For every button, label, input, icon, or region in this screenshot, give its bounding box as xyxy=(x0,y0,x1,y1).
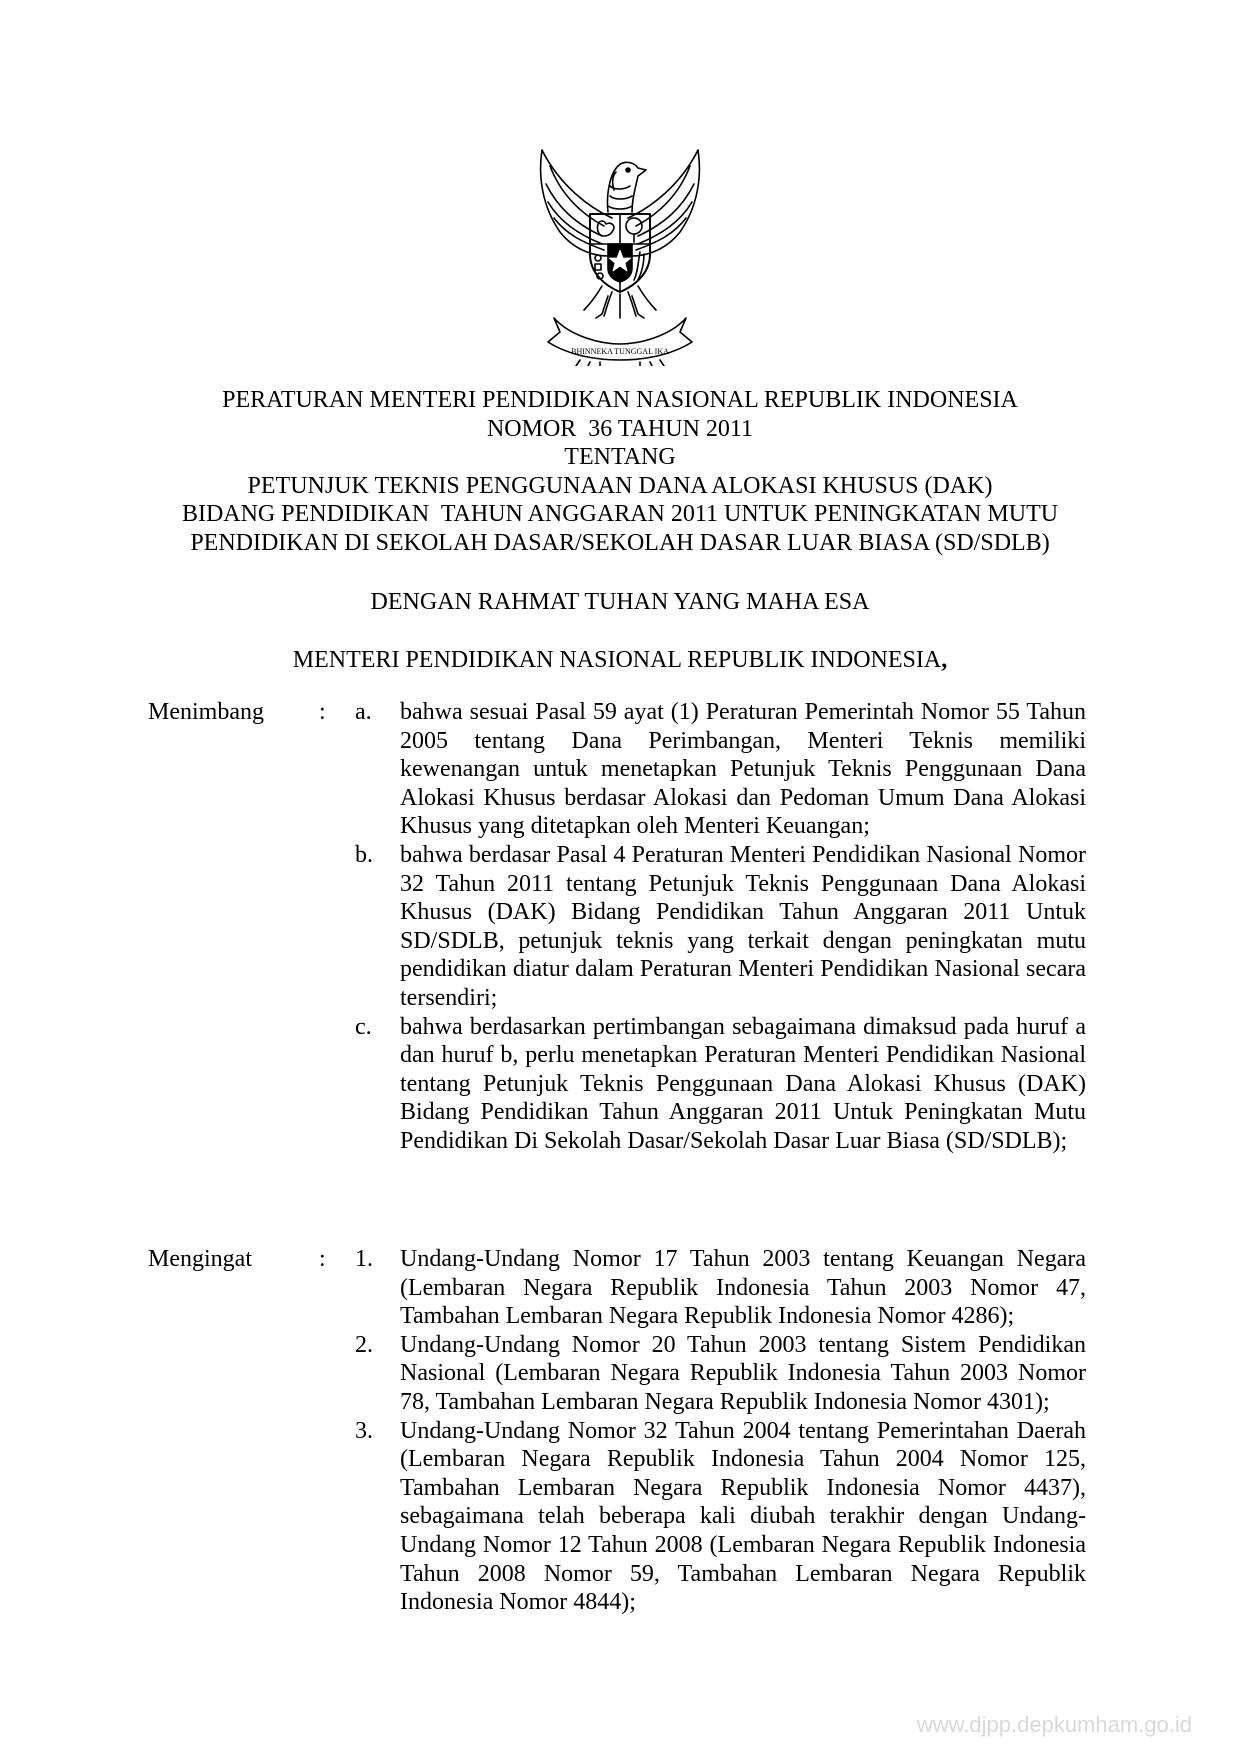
item-text: Undang-Undang Nomor 17 Tahun 2003 tentang Keuangan Negara (Lembaran Negara Republik Indonesia Tahun 2003 Nomor 47, Tambahan Lembaran Negara Republik Indonesia Nomor 4286); xyxy=(400,1246,1086,1330)
list-item xyxy=(355,1417,1086,1617)
list-item xyxy=(355,841,1086,1013)
menimbang-label: Menimbang xyxy=(148,699,264,725)
item-text: Undang-Undang Nomor 32 Tahun 2004 tentang Pemerintahan Daerah (Lembaran Negara Republik Indonesia Tahun 2004 Nomor 125, Tambahan Lembaran Negara Republik Indonesia Nomor 4437), sebagaimana telah beberapa kali diubah terakhir dengan Undang-Undang Nomor 12 Tahun 2008 (Lembaran Negara Republik Indonesia Tahun 2008 Nomor 59, Tambahan Lembaran Negara Republik Indonesia Nomor 4844); xyxy=(400,1417,1086,1616)
title-line-6: PENDIDIKAN DI SEKOLAH DASAR/SEKOLAH DASAR LUAR BIASA (SD/SDLB) xyxy=(190,529,1050,556)
mengingat-list xyxy=(355,1245,1086,1617)
mengingat-colon: : xyxy=(319,1246,326,1272)
minister-text: MENTERI PENDIDIKAN NASIONAL REPUBLIK INDONESIA xyxy=(292,647,942,673)
minister-heading xyxy=(0,646,1240,674)
garuda-emblem-icon xyxy=(520,146,720,366)
mengingat-label: Mengingat xyxy=(148,1246,252,1272)
item-marker: a. xyxy=(355,699,372,725)
item-marker: 3. xyxy=(355,1417,373,1444)
menimbang-list xyxy=(355,698,1086,1156)
item-text: Undang-Undang Nomor 20 Tahun 2003 tentang Sistem Pendidikan Nasional (Lembaran Negara Republik Indonesia Tahun 2003 Nomor 78, Tambahan Lembaran Negara Republik Indonesia Nomor 4301); xyxy=(400,1331,1086,1415)
list-item xyxy=(355,1331,1086,1417)
title-line-1: PERATURAN MENTERI PENDIDIKAN NASIONAL REPUBLIK INDONESIA xyxy=(222,387,1018,413)
regulation-title xyxy=(0,386,1240,557)
greeting: DENGAN RAHMAT TUHAN YANG MAHA ESA xyxy=(370,589,870,615)
title-line-3: TENTANG xyxy=(564,444,676,470)
item-marker: b. xyxy=(355,841,373,868)
title-line-4: PETUNJUK TEKNIS PENGGUNAAN DANA ALOKASI KHUSUS (DAK) xyxy=(247,472,993,499)
title-line-2: NOMOR 36 TAHUN 2011 xyxy=(486,415,754,442)
minister-comma: , xyxy=(941,647,948,673)
item-marker: 1. xyxy=(355,1246,373,1272)
watermark-url: www.djpp.depkumham.go.id xyxy=(916,1712,1192,1737)
item-text: bahwa sesuai Pasal 59 ayat (1) Peraturan Pemerintah Nomor 55 Tahun 2005 tentang Dana Perimbangan, Menteri Teknis memiliki kewenangan untuk menetapkan Petunjuk Teknis Penggunaan Dana Alokasi Khusus berdasar Alokasi dan Pedoman Umum Dana Alokasi Khusus yang ditetapkan oleh Menteri Keuangan; xyxy=(400,699,1086,840)
item-text: bahwa berdasar Pasal 4 Peraturan Menteri Pendidikan Nasional Nomor 32 Tahun 2011 tentang Petunjuk Teknis Penggunaan Dana Alokasi Khusus (DAK) Bidang Pendidikan Tahun Anggaran 2011 Untuk SD/SDLB, petunjuk teknis yang terkait dengan peningkatan mutu pendidikan diatur dalam Peraturan Menteri Pendidikan Nasional secara tersendiri; xyxy=(400,841,1086,1011)
list-item xyxy=(355,698,1086,841)
emblem-motto: BHINNEKA TUNGGAL IKA xyxy=(571,347,669,356)
list-item xyxy=(355,1245,1086,1331)
list-item xyxy=(355,1013,1086,1156)
item-text: bahwa berdasarkan pertimbangan sebagaimana dimaksud pada huruf a dan huruf b, perlu menetapkan Peraturan Menteri Pendidikan Nasional tentang Petunjuk Teknis Penggunaan Dana Alokasi Khusus (DAK) Bidang Pendidikan Tahun Anggaran 2011 Untuk Peningkatan Mutu Pendidikan Di Sekolah Dasar/Sekolah Dasar Luar Biasa (SD/SDLB); xyxy=(400,1013,1086,1154)
title-line-5: BIDANG PENDIDIKAN TAHUN ANGGARAN 2011 UNTUK PENINGKATAN MUTU xyxy=(181,501,1059,527)
item-marker: c. xyxy=(355,1013,372,1040)
menimbang-colon: : xyxy=(319,699,326,725)
item-marker: 2. xyxy=(355,1331,373,1358)
